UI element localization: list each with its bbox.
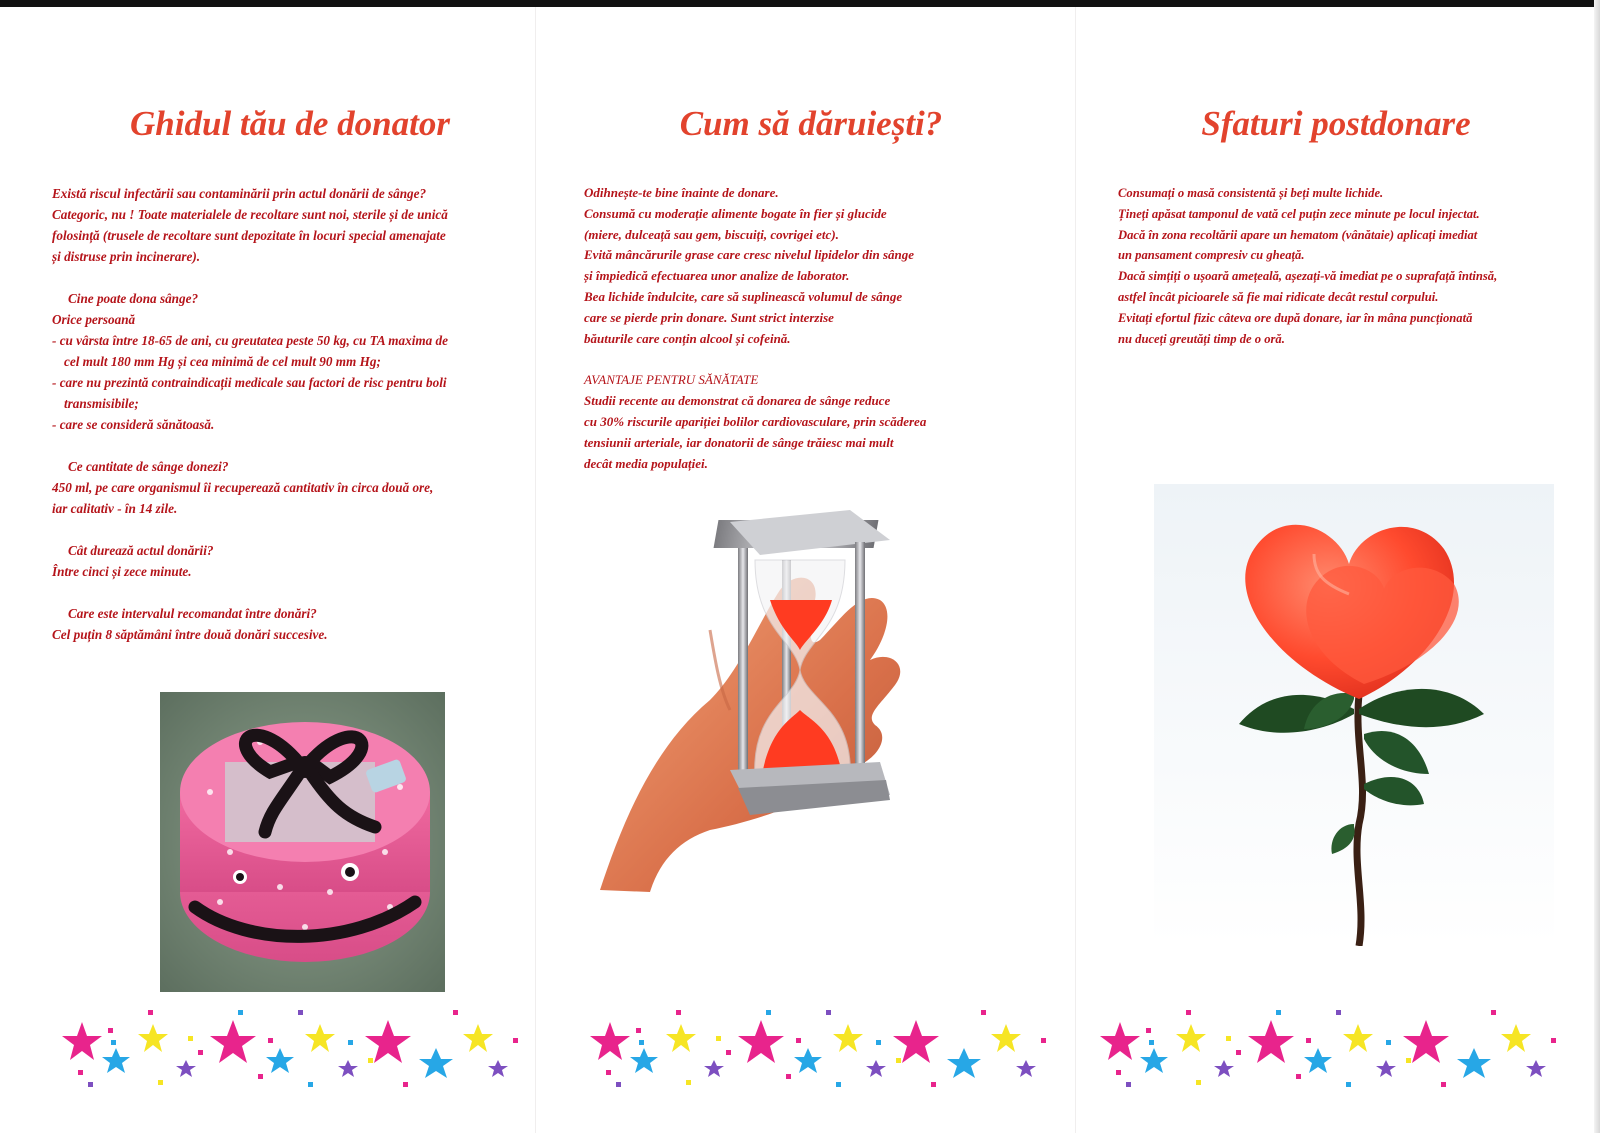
- text-line: - cu vârsta între 18-65 de ani, cu greutatea peste 50 kg, cu TA maxima de: [52, 333, 448, 348]
- question: Care este intervalul recomandat între donări?: [68, 606, 317, 621]
- question: Cât durează actul donării?: [68, 543, 214, 558]
- scan-right-edge: [1594, 0, 1600, 1133]
- text-line: care se pierde prin donare. Sunt strict interzise: [584, 309, 834, 325]
- panel-title: Sfaturi postdonare: [1201, 104, 1471, 143]
- panel-how-to-give: [536, 0, 1075, 1133]
- text-line: 450 ml, pe care organismul îi recuperează cantitativ în circa două ore,: [52, 480, 434, 495]
- hourglass-in-hand-photo: [590, 500, 920, 895]
- heart-rose-photo: [1154, 484, 1554, 946]
- stars-confetti: [586, 1010, 1056, 1100]
- text-line: Între cinci și zece minute.: [52, 564, 192, 579]
- text-line: cel mult 180 mm Hg și cea minimă de cel mult 90 mm Hg;: [64, 354, 381, 369]
- text-line: Evitați efortul fizic câteva ore după donare, iar în mâna puncționată: [1118, 310, 1473, 325]
- text-line: Odihnește-te bine înainte de donare.: [584, 185, 779, 200]
- gift-box-photo: [160, 692, 445, 992]
- text-line: astfel încât picioarele să fie mai ridicate decât restul corpului.: [1118, 289, 1439, 304]
- stars-confetti: [58, 1010, 528, 1100]
- text-line: și împiedică efectuarea unor analize de laborator.: [584, 268, 850, 284]
- text-line: Dacă în zona recoltării apare un hematom (vânătaie) aplicați imediat: [1118, 227, 1478, 242]
- panel-post-donation: [1076, 0, 1594, 1133]
- text-line: Studii recente au demonstrat că donarea de sânge reduce: [584, 393, 891, 409]
- text-line: folosință (trusele de recoltare sunt depozitate în locuri special amenajate: [52, 228, 446, 243]
- text-line: Cel puțin 8 săptămâni între două donări succesive.: [52, 627, 328, 642]
- question: Ce cantitate de sânge donezi?: [68, 459, 229, 474]
- text-line: nu duceți greutăți timp de o oră.: [1118, 331, 1285, 346]
- text-line: Țineți apăsat tamponul de vată cel puțin zece minute pe locul injectat.: [1118, 206, 1480, 221]
- section-heading: AVANTAJE PENTRU SĂNĂTATE: [584, 372, 759, 388]
- text-line: (miere, dulceață sau gem, biscuiți, covrigei etc).: [584, 226, 839, 242]
- panel-body: [584, 183, 1054, 474]
- text-line: - care se consideră sănătoasă.: [52, 417, 215, 432]
- panel-body: [52, 183, 522, 645]
- text-line: Dacă simțiți o ușoară amețeală, așezați-vă imediat pe o suprafață întinsă,: [1118, 269, 1498, 284]
- panel-body: [1118, 183, 1594, 349]
- text-line: Consumă cu moderație alimente bogate în fier și glucide: [584, 205, 887, 221]
- text-line: Există riscul infectării sau contaminării prin actul donării de sânge?: [52, 186, 427, 201]
- panel-donor-guide: [0, 0, 535, 1133]
- star-row: [62, 1020, 508, 1078]
- text-line: un pansament compresiv cu gheață.: [1118, 248, 1305, 263]
- text-line: tensiunii arteriale, iar donatorii de sânge trăiesc mai mult: [584, 434, 894, 450]
- text-line: băuturile care conțin alcool și cofeină.: [584, 330, 791, 346]
- text-line: Evită mâncărurile grase care cresc nivelul lipidelor din sânge: [584, 247, 915, 263]
- panel-title: Ghidul tău de donator: [130, 104, 450, 143]
- stars-confetti: [1096, 1010, 1566, 1100]
- text-line: iar calitativ - în 14 zile.: [52, 501, 178, 516]
- text-line: transmisibile;: [64, 396, 139, 411]
- text-line: și distruse prin incinerare).: [52, 249, 201, 264]
- text-line: cu 30% riscurile apariției bolilor cardiovasculare, prin scăderea: [584, 413, 927, 429]
- question: Cine poate dona sânge?: [68, 291, 199, 306]
- text-line: decât media populației.: [584, 455, 708, 471]
- text-line: Categoric, nu ! Toate materialele de recoltare sunt noi, sterile și de unică: [52, 207, 448, 222]
- text-line: Consumați o masă consistentă și beți multe lichide.: [1118, 186, 1384, 200]
- panel-title: Cum să dăruiești?: [679, 104, 943, 143]
- text-line: Orice persoană: [52, 312, 136, 327]
- text-line: Bea lichide îndulcite, care să suplinească volumul de sânge: [584, 288, 903, 304]
- text-line: - care nu prezintă contraindicații medicale sau factori de risc pentru boli: [52, 375, 447, 390]
